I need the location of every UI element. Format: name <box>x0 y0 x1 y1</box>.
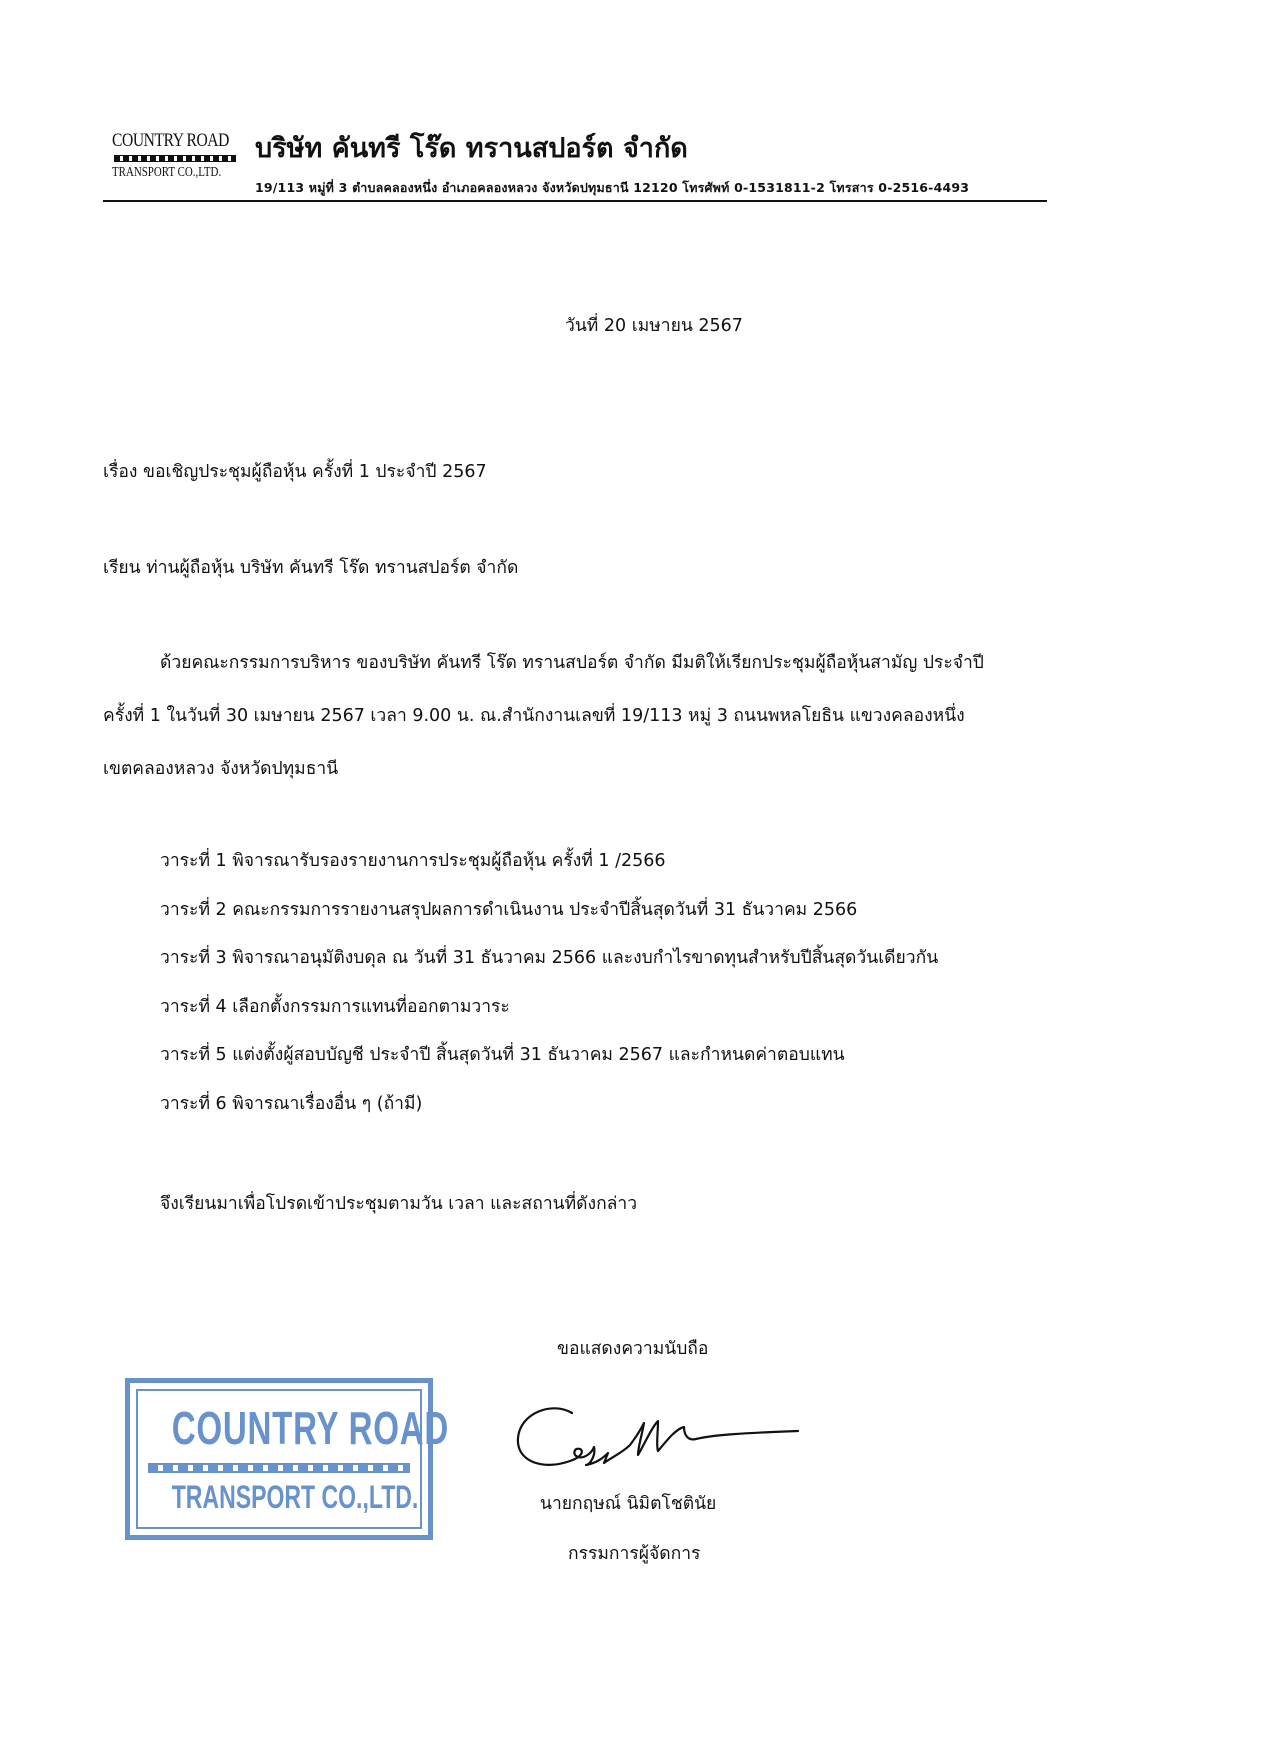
agenda-item-5: วาระที่ 5 แต่งตั้งผู้สอบบัญชี ประจำปี สิ้นสุดวันที่ 31 ธันวาคม 2567 และกำหนดค่าตอบแทน <box>160 1045 845 1065</box>
agenda-item-3: วาระที่ 3 พิจารณาอนุมัติงบดุล ณ วันที่ 31 ธันวาคม 2566 และงบกำไรขาดทุนสำหรับปีสิ้นสุดวันเดียวกัน <box>160 948 939 968</box>
company-logo <box>112 130 240 192</box>
company-stamp <box>125 1378 450 1540</box>
company-name: บริษัท คันทรี โร๊ด ทรานสปอร์ต จำกัด <box>255 133 688 164</box>
stamp-dash-bar <box>148 1463 410 1473</box>
logo-line1: COUNTRY ROAD <box>112 130 229 151</box>
paragraph-line-3: เขตคลองหลวง จังหวัดปทุมธานี <box>103 759 339 779</box>
agenda-list <box>160 851 938 1142</box>
header-rule <box>103 200 1047 202</box>
letter-subject: เรื่อง ขอเชิญประชุมผู้ถือหุ้น ครั้งที่ 1 ประจำปี 2567 <box>103 462 487 482</box>
handwritten-signature <box>512 1383 802 1483</box>
logo-line2: TRANSPORT CO.,LTD. <box>112 165 222 180</box>
stamp-line2: TRANSPORT CO.,LTD. <box>171 1479 419 1515</box>
agenda-item-1: วาระที่ 1 พิจารณารับรองรายงานการประชุมผู้ถือหุ้น ครั้งที่ 1 /2566 <box>160 851 666 871</box>
agenda-item-6: วาระที่ 6 พิจารณาเรื่องอื่น ๆ (ถ้ามี) <box>160 1093 423 1114</box>
stamp-line1: COUNTRY ROAD <box>171 1402 450 1454</box>
letter-salutation: เรียน ท่านผู้ถือหุ้น บริษัท คันทรี โร๊ด ทรานสปอร์ต จำกัด <box>103 558 519 578</box>
letter-date: วันที่ 20 เมษายน 2567 <box>565 316 743 336</box>
paragraph-line-2: ครั้งที่ 1 ในวันที่ 30 เมษายน 2567 เวลา 9.00 น. ณ.สำนักงานเลขที่ 19/113 หมู่ 3 ถนนพหลโยธิน แขวงคลองหนึ่ง <box>103 706 965 726</box>
agenda-item-2: วาระที่ 2 คณะกรรมการรายงานสรุปผลการดำเนินงาน ประจำปีสิ้นสุดวันที่ 31 ธันวาคม 2566 <box>160 899 858 920</box>
company-address: 19/113 หมู่ที่ 3 ตำบลคลองหนึ่ง อำเภอคลองหลวง จังหวัดปทุมธานี 12120 โทรศัพท์ 0-1531811-2 โทรสาร 0-2516-4493 <box>255 180 970 195</box>
signer-title: กรรมการผู้จัดการ <box>568 1544 701 1564</box>
agenda-item-4: วาระที่ 4 เลือกตั้งกรรมการแทนที่ออกตามวาระ <box>160 996 510 1017</box>
regards-line: ขอแสดงความนับถือ <box>557 1339 709 1359</box>
signer-name: นายกฤษณ์ นิมิตโชตินัย <box>540 1494 717 1514</box>
paragraph-line-1: ด้วยคณะกรรมการบริหาร ของบริษัท คันทรี โร๊ด ทรานสปอร์ต จำกัด มีมติให้เรียกประชุมผู้ถือหุ้นสามัญ ประจำปี <box>160 653 984 673</box>
logo-dash-bar <box>114 155 236 162</box>
closing-line: จึงเรียนมาเพื่อโปรดเข้าประชุมตามวัน เวลา และสถานที่ดังกล่าว <box>160 1194 638 1214</box>
